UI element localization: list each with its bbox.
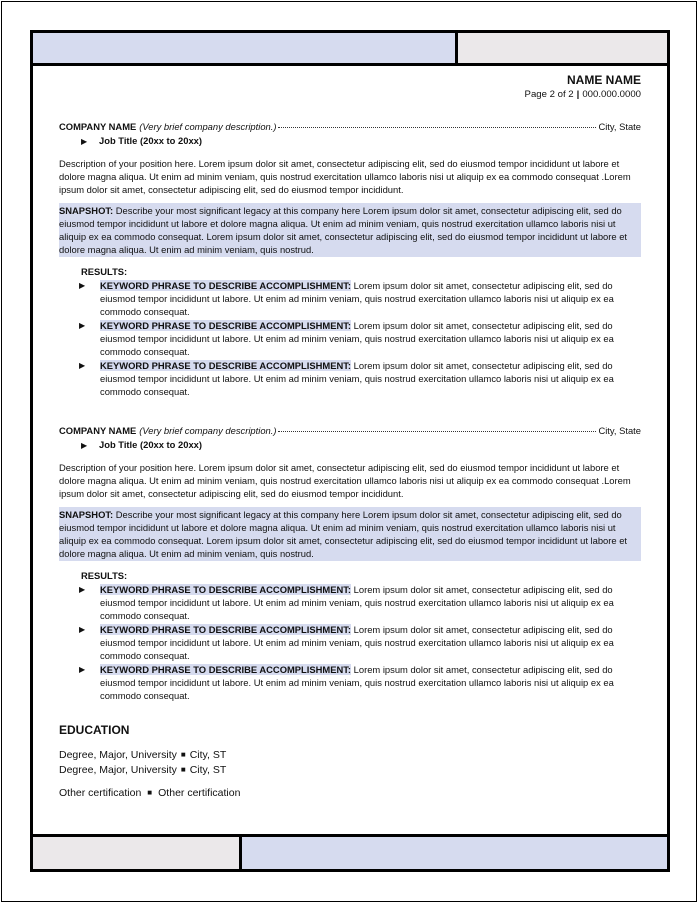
certification-line bbox=[59, 786, 641, 801]
accomplishment-text: Lorem ipsum dolor sit amet, consectetur adipiscing elit, sed do eiusmod tempor incididunt ut labore. Ut enim ad minim veniam, quis nostrud exercitation ullamco laboris nisi ut aliquip ex ea commodo consequat. bbox=[100, 360, 614, 397]
accomplishment-keyword: KEYWORD PHRASE TO DESCRIBE ACCOMPLISHMENT: bbox=[100, 664, 352, 675]
resume-header bbox=[59, 72, 641, 102]
snapshot-text: Describe your most significant legacy at this company here Lorem ipsum dolor sit amet, consectetur adipiscing elit, sed do eiusmod tempor incididunt ut labore et dolore magna aliqua. Ut enim ad minim veniam, quis nostrud exercitation ullamco laboris nisi ut aliquip ex ea commodo consequat. Lorem ipsum dolor sit amet, consectetur adipiscing elit, sed do eiusmod tempor incididunt ut labore et dolore magna aliqua. Ut enim ad minim veniam, quis nostrud. bbox=[59, 205, 628, 255]
results-label: RESULTS: bbox=[81, 570, 128, 581]
education-section bbox=[59, 722, 641, 801]
job-title-line bbox=[81, 134, 641, 148]
list-item bbox=[59, 623, 641, 662]
square-bullet-icon: ■ bbox=[147, 788, 153, 797]
education-heading: EDUCATION bbox=[59, 723, 130, 737]
top-right-band bbox=[458, 33, 667, 66]
arrow-right-icon: ▶ bbox=[79, 665, 86, 674]
header-separator: | bbox=[576, 89, 580, 100]
company-name: COMPANY NAME bbox=[59, 425, 137, 436]
job-title: Job Title (20xx to 20xx) bbox=[99, 135, 202, 146]
accomplishment-text: Lorem ipsum dolor sit amet, consectetur adipiscing elit, sed do eiusmod tempor incididunt ut labore. Ut enim ad minim veniam, quis nostrud exercitation ullamco laboris nisi ut aliquip ex ea commodo consequat. bbox=[100, 624, 614, 661]
company-location: City, State bbox=[598, 121, 641, 132]
list-item bbox=[59, 663, 641, 702]
company-line bbox=[59, 424, 641, 437]
accomplishment-text: Lorem ipsum dolor sit amet, consectetur adipiscing elit, sed do eiusmod tempor incididunt ut labore. Ut enim ad minim veniam, quis nostrud exercitation ullamco laboris nisi ut aliquip ex ea commodo consequat. bbox=[100, 320, 614, 357]
snapshot-block bbox=[59, 507, 641, 561]
list-item bbox=[59, 279, 641, 318]
accomplishment-keyword: KEYWORD PHRASE TO DESCRIBE ACCOMPLISHMENT: bbox=[100, 360, 352, 371]
certification: Other certification bbox=[158, 787, 241, 799]
accomplishment-text: Lorem ipsum dolor sit amet, consectetur adipiscing elit, sed do eiusmod tempor incididunt ut labore. Ut enim ad minim veniam, quis nostrud exercitation ullamco laboris nisi ut aliquip ex ea commodo consequat. bbox=[100, 280, 614, 317]
degree-text: Degree, Major, University bbox=[59, 749, 177, 761]
accomplishment-keyword: KEYWORD PHRASE TO DESCRIBE ACCOMPLISHMENT: bbox=[100, 624, 352, 635]
accomplishment-keyword: KEYWORD PHRASE TO DESCRIBE ACCOMPLISHMENT: bbox=[100, 320, 352, 331]
arrow-right-icon: ▶ bbox=[79, 585, 86, 594]
company-location: City, State bbox=[598, 425, 641, 436]
list-item bbox=[59, 319, 641, 358]
accomplishment-keyword: KEYWORD PHRASE TO DESCRIBE ACCOMPLISHMENT: bbox=[100, 584, 352, 595]
job-entry bbox=[59, 424, 641, 702]
arrow-right-icon: ▶ bbox=[79, 281, 86, 290]
degree-place: City, ST bbox=[189, 749, 227, 761]
page-info-line bbox=[59, 88, 641, 102]
dotted-leader bbox=[278, 127, 596, 128]
company-line bbox=[59, 120, 641, 133]
job-title-line bbox=[81, 438, 641, 452]
degree-place: City, ST bbox=[189, 764, 227, 776]
certification: Other certification bbox=[59, 787, 142, 799]
company-description: (Very brief company description.) bbox=[139, 121, 277, 132]
top-left-band bbox=[33, 33, 458, 66]
phone-number: 000.000.0000 bbox=[582, 89, 641, 100]
job-description: Description of your position here. Lorem ipsum dolor sit amet, consectetur adipiscing elit, sed do eiusmod tempor incididunt ut labore et dolore magna aliqua. Ut enim ad minim veniam, quis nostrud exercitation ullamco laboris nisi ut aliquip ex ea commodo consequat .Lorem ipsum dolor sit amet, consectetur adipiscing elit, sed do eiusmod tempor incididunt. bbox=[59, 158, 631, 195]
resume-content bbox=[59, 72, 641, 801]
snapshot-block bbox=[59, 203, 641, 257]
arrow-right-icon: ▶ bbox=[81, 137, 88, 146]
accomplishment-keyword: KEYWORD PHRASE TO DESCRIBE ACCOMPLISHMENT: bbox=[100, 280, 352, 291]
arrow-right-icon: ▶ bbox=[81, 441, 88, 450]
company-name: COMPANY NAME bbox=[59, 121, 137, 132]
accomplishment-text: Lorem ipsum dolor sit amet, consectetur adipiscing elit, sed do eiusmod tempor incididunt ut labore. Ut enim ad minim veniam, quis nostrud exercitation ullamco laboris nisi ut aliquip ex ea commodo consequat. bbox=[100, 584, 614, 621]
degree-text: Degree, Major, University bbox=[59, 764, 177, 776]
page-number: Page 2 of 2 bbox=[524, 89, 574, 100]
arrow-right-icon: ▶ bbox=[79, 321, 86, 330]
candidate-name: NAME NAME bbox=[567, 73, 641, 87]
results-label: RESULTS: bbox=[81, 266, 128, 277]
company-description: (Very brief company description.) bbox=[139, 425, 277, 436]
bottom-right-band bbox=[242, 834, 667, 869]
bottom-left-band bbox=[33, 834, 242, 869]
square-bullet-icon: ■ bbox=[180, 750, 186, 759]
results-list bbox=[59, 279, 641, 398]
degree-line bbox=[59, 763, 641, 778]
accomplishment-text: Lorem ipsum dolor sit amet, consectetur adipiscing elit, sed do eiusmod tempor incididunt ut labore. Ut enim ad minim veniam, quis nostrud exercitation ullamco laboris nisi ut aliquip ex ea commodo consequat. bbox=[100, 664, 614, 701]
job-description: Description of your position here. Lorem ipsum dolor sit amet, consectetur adipiscing elit, sed do eiusmod tempor incididunt ut labore et dolore magna aliqua. Ut enim ad minim veniam, quis nostrud exercitation ullamco laboris nisi ut aliquip ex ea commodo consequat .Lorem ipsum dolor sit amet, consectetur adipiscing elit, sed do eiusmod tempor incididunt. bbox=[59, 462, 631, 499]
snapshot-text: Describe your most significant legacy at this company here Lorem ipsum dolor sit amet, consectetur adipiscing elit, sed do eiusmod tempor incididunt ut labore et dolore magna aliqua. Ut enim ad minim veniam, quis nostrud exercitation ullamco laboris nisi ut aliquip ex ea commodo consequat. Lorem ipsum dolor sit amet, consectetur adipiscing elit, sed do eiusmod tempor incididunt ut labore et dolore magna aliqua. Ut enim ad minim veniam, quis nostrud. bbox=[59, 509, 628, 559]
snapshot-label: SNAPSHOT: bbox=[59, 509, 114, 520]
arrow-right-icon: ▶ bbox=[79, 625, 86, 634]
arrow-right-icon: ▶ bbox=[79, 361, 86, 370]
square-bullet-icon: ■ bbox=[180, 765, 186, 774]
results-list bbox=[59, 583, 641, 702]
list-item bbox=[59, 583, 641, 622]
degree-line bbox=[59, 748, 641, 763]
job-entry bbox=[59, 120, 641, 398]
job-title: Job Title (20xx to 20xx) bbox=[99, 439, 202, 450]
snapshot-label: SNAPSHOT: bbox=[59, 205, 114, 216]
list-item bbox=[59, 359, 641, 398]
dotted-leader bbox=[278, 431, 596, 432]
